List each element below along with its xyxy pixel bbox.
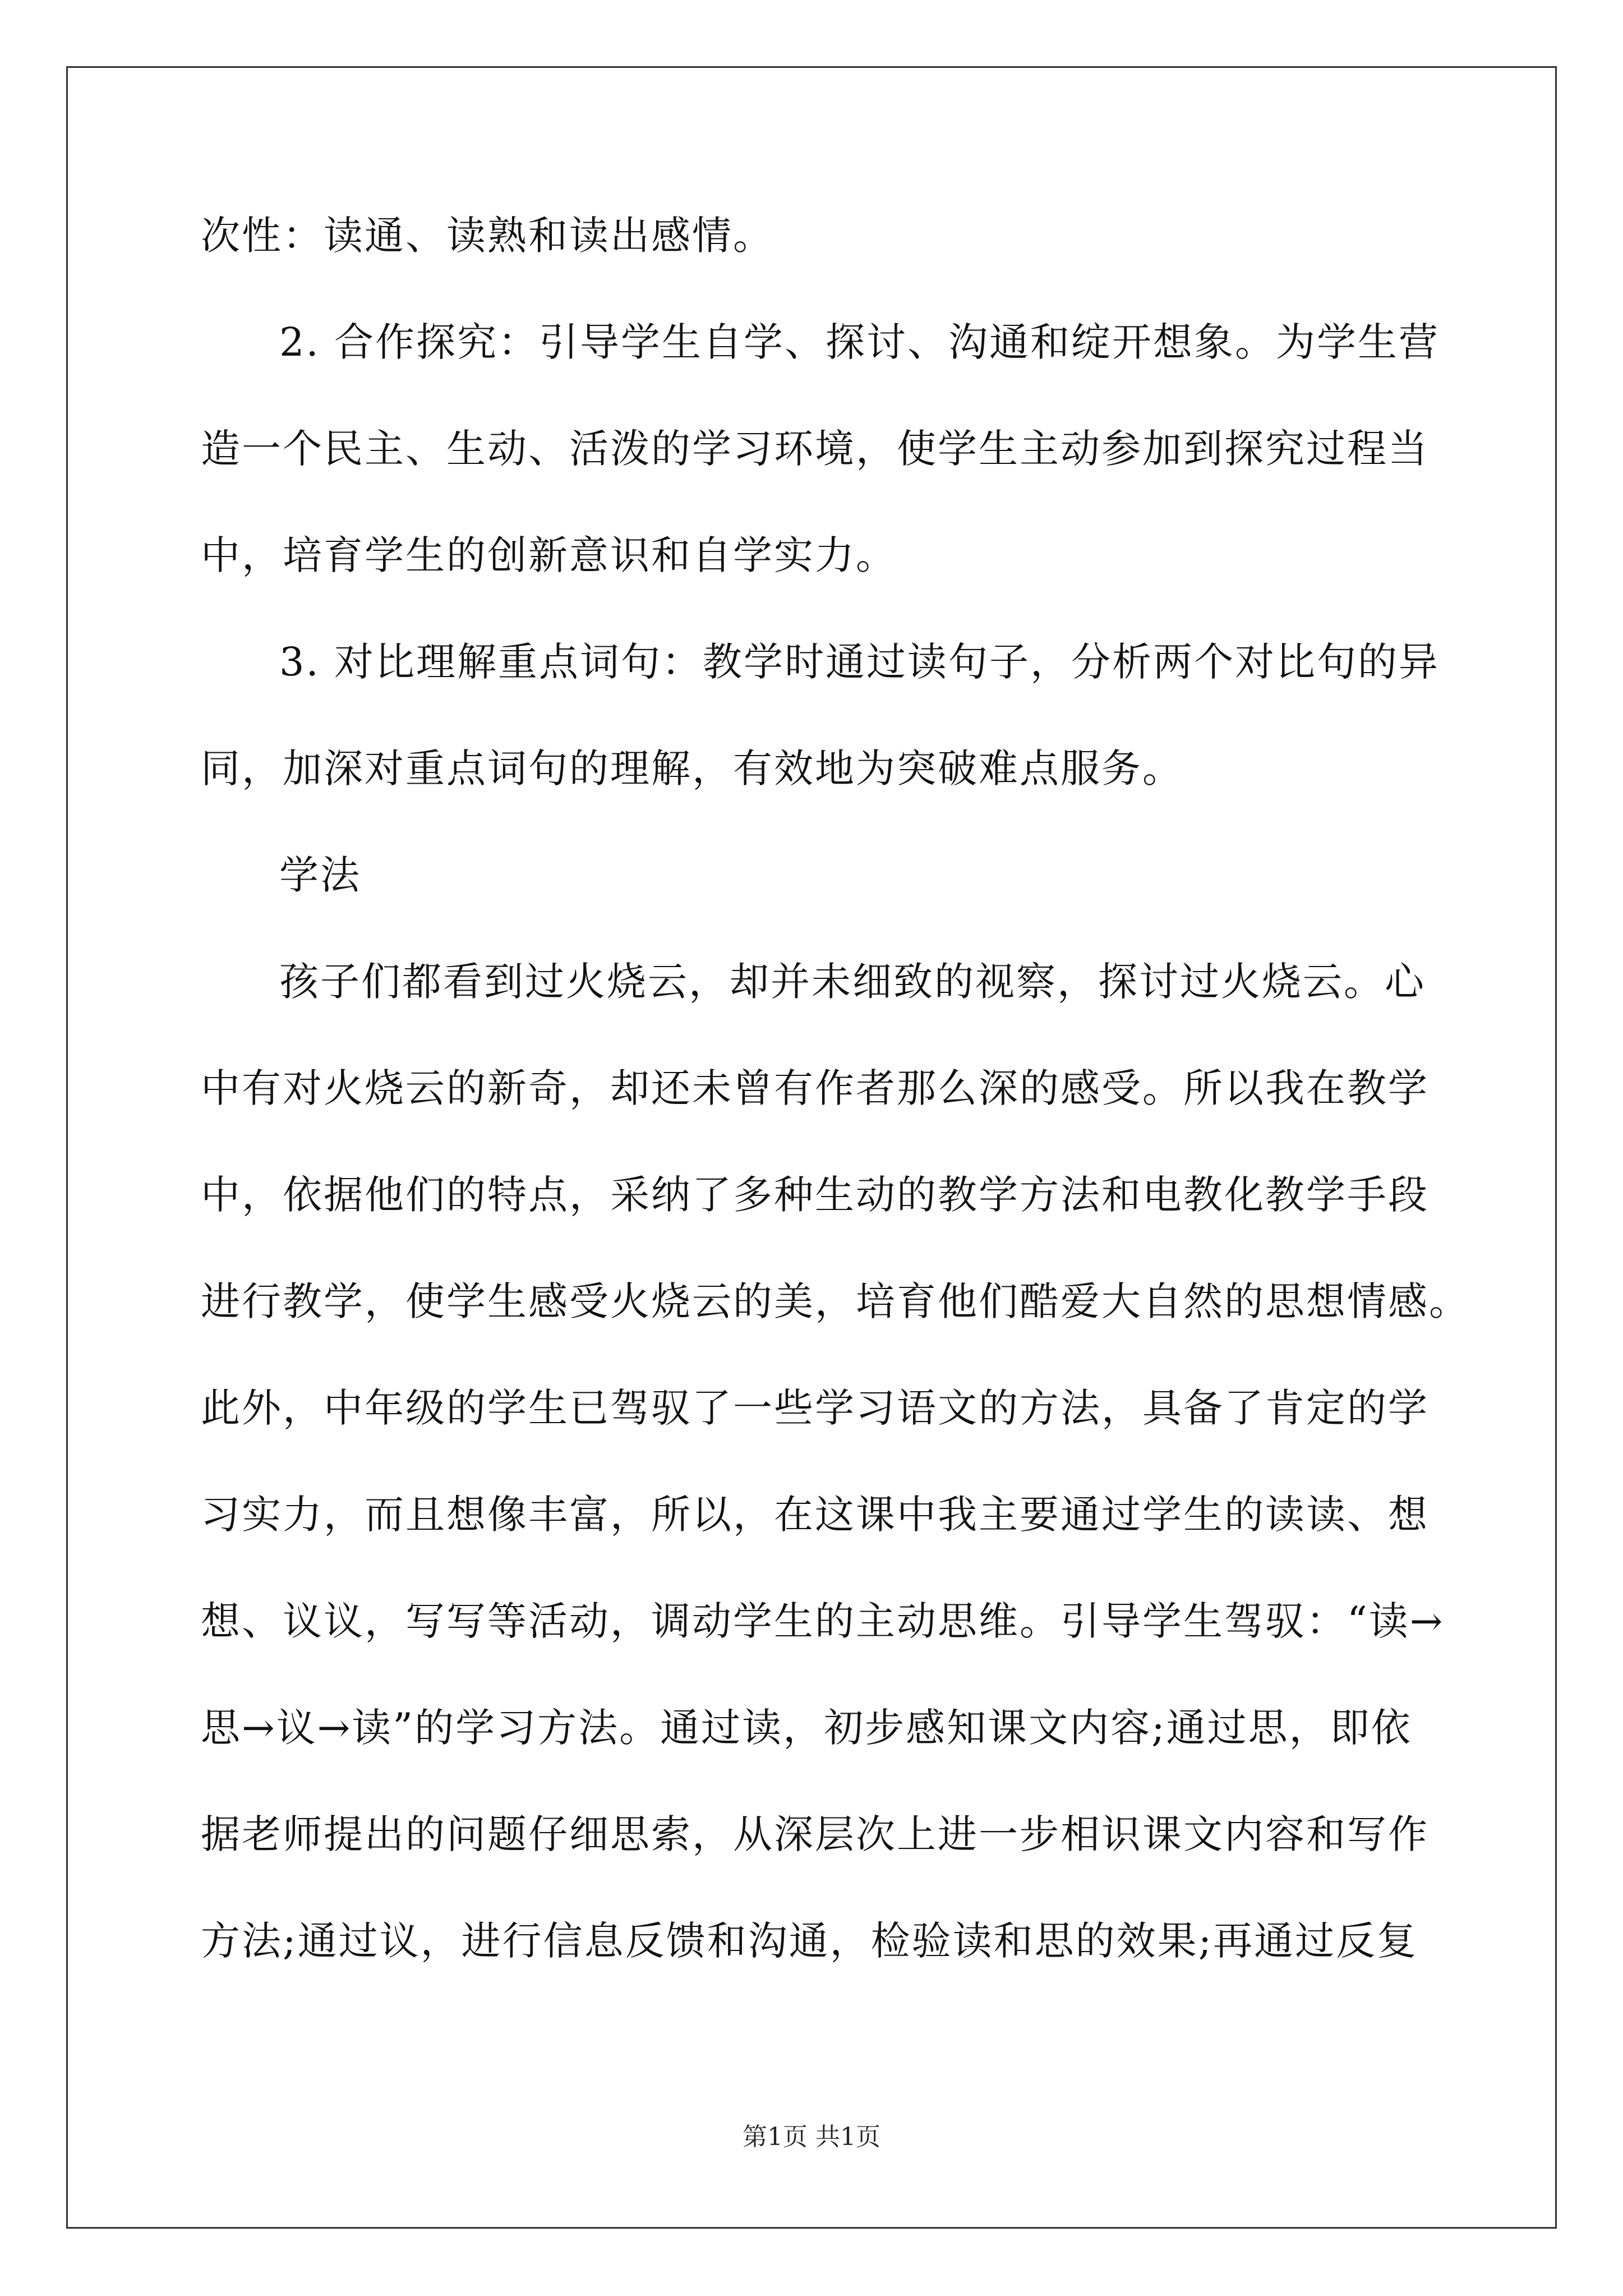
text-line: 进行教学，使学生感受火烧云的美，培育他们酷爱大自然的思想情感。 [201,1278,1470,1324]
text-line: 习实力，而且想像丰富，所以，在这课中我主要通过学生的读读、想 [201,1492,1429,1538]
page-footer: 第1页 共1页 [743,2123,880,2151]
text-line: 中，培育学生的创新意识和自学实力。 [201,532,897,578]
section-heading: 学法 [279,852,361,898]
page-border [66,66,1557,2229]
text-line: 此外，中年级的学生已驾驭了一些学习语文的方法，具备了肯定的学 [201,1385,1429,1431]
text-line: 方法;通过议，进行信息反馈和沟通，检验读和思的效果;再通过反复 [201,1918,1418,1964]
text-line: 同，加深对重点词句的理解，有效地为突破难点服务。 [201,746,1183,792]
text-line: 孩子们都看到过火烧云，却并未细致的视察，探讨过火烧云。心 [279,959,1426,1005]
text-line: 中有对火烧云的新奇，却还未曾有作者那么深的感受。所以我在教学 [201,1065,1429,1111]
text-line: 思→议→读”的学习方法。通过读，初步感知课文内容;通过思，即依 [201,1705,1412,1751]
text-line: 2. 合作探究：引导学生自学、探讨、沟通和绽开想象。为学生营 [279,319,1440,365]
text-line: 据老师提出的问题仔细思索，从深层次上进一步相识课文内容和写作 [201,1811,1429,1857]
text-line: 造一个民主、生动、活泼的学习环境，使学生主动参加到探究过程当 [201,426,1429,472]
text-line: 想、议议，写写等活动，调动学生的主动思维。引导学生驾驭：“读→ [201,1598,1445,1644]
text-line: 次性：读通、读熟和读出感情。 [201,213,774,259]
text-line: 中，依据他们的特点，采纳了多种生动的教学方法和电教化教学手段 [201,1172,1429,1218]
text-line: 3. 对比理解重点词句：教学时通过读句子，分析两个对比句的异 [279,639,1440,685]
